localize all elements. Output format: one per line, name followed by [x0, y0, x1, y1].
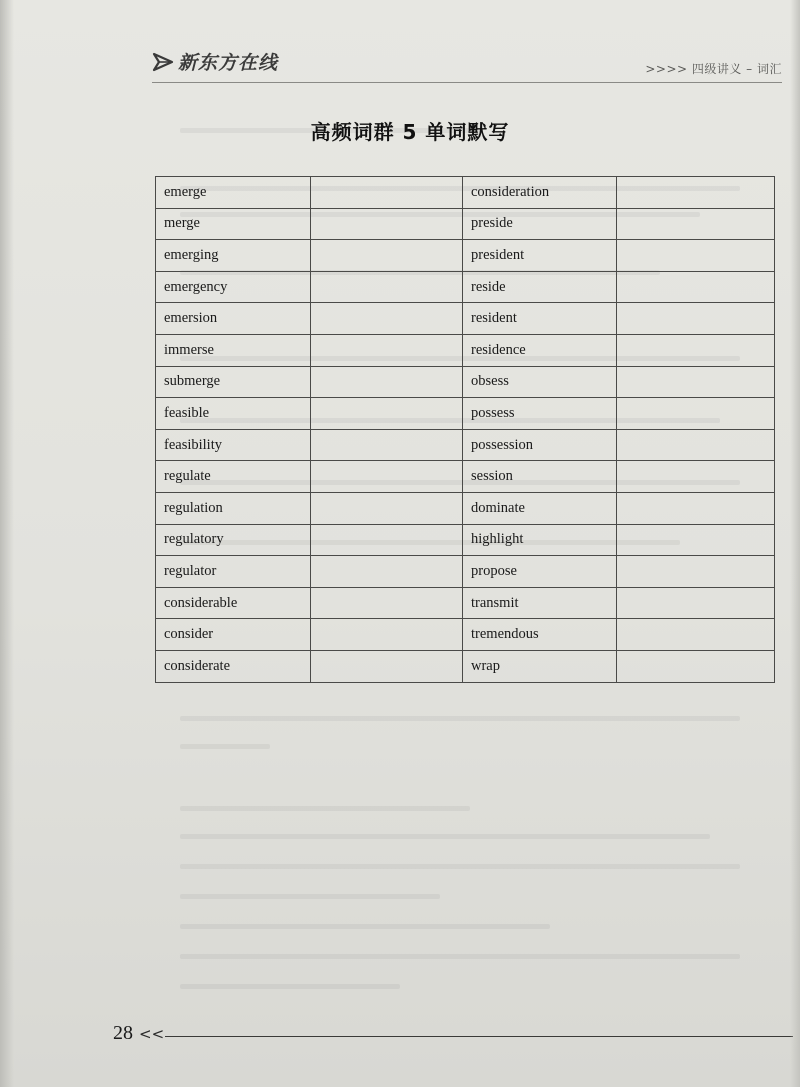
bleed-through-line: [180, 744, 270, 749]
table-row: [156, 461, 775, 493]
answer-blank-cell: [311, 587, 463, 619]
word-cell: merge: [156, 208, 311, 240]
table-row: [156, 524, 775, 556]
answer-blank-cell: [617, 177, 775, 209]
table-row: [156, 208, 775, 240]
word-cell: regulation: [156, 492, 311, 524]
word-cell: preside: [463, 208, 617, 240]
answer-blank-cell: [617, 619, 775, 651]
word-cell: considerate: [156, 650, 311, 682]
bleed-through-line: [180, 806, 470, 811]
answer-blank-cell: [617, 492, 775, 524]
word-cell: feasibility: [156, 429, 311, 461]
page-header: [152, 46, 782, 83]
answer-blank-cell: [617, 429, 775, 461]
word-cell: emerge: [156, 177, 311, 209]
table-row: [156, 492, 775, 524]
bleed-through-line: [180, 716, 740, 721]
section-label: >>>> 四级讲义 – 词汇: [645, 62, 782, 76]
page-arrows: <<: [139, 1025, 165, 1043]
answer-blank-cell: [311, 524, 463, 556]
word-cell: regulatory: [156, 524, 311, 556]
word-cell: feasible: [156, 398, 311, 430]
answer-blank-cell: [311, 303, 463, 335]
word-cell: emerging: [156, 240, 311, 272]
page-footer: [113, 1022, 793, 1050]
word-cell: consider: [156, 619, 311, 651]
answer-blank-cell: [311, 271, 463, 303]
answer-blank-cell: [617, 650, 775, 682]
bleed-through-line: [180, 834, 710, 839]
word-cell: transmit: [463, 587, 617, 619]
bleed-through-line: [180, 954, 740, 959]
answer-blank-cell: [311, 334, 463, 366]
word-cell: residence: [463, 334, 617, 366]
word-cell: resident: [463, 303, 617, 335]
word-cell: president: [463, 240, 617, 272]
answer-blank-cell: [617, 271, 775, 303]
answer-blank-cell: [617, 524, 775, 556]
table-row: [156, 240, 775, 272]
answer-blank-cell: [311, 429, 463, 461]
brand-name: 新东方在线: [178, 52, 279, 74]
answer-blank-cell: [311, 398, 463, 430]
word-cell: possess: [463, 398, 617, 430]
word-cell: immerse: [156, 334, 311, 366]
word-cell: wrap: [463, 650, 617, 682]
table-row: [156, 366, 775, 398]
page-number: 28: [113, 1022, 133, 1044]
answer-blank-cell: [617, 303, 775, 335]
word-cell: highlight: [463, 524, 617, 556]
answer-blank-cell: [311, 492, 463, 524]
word-cell: regulate: [156, 461, 311, 493]
word-cell: emergency: [156, 271, 311, 303]
bleed-through-line: [180, 864, 740, 869]
table-row: [156, 429, 775, 461]
word-cell: dominate: [463, 492, 617, 524]
table-row: [156, 334, 775, 366]
word-cell: obsess: [463, 366, 617, 398]
table-row: [156, 271, 775, 303]
table-row: [156, 619, 775, 651]
answer-blank-cell: [311, 556, 463, 588]
answer-blank-cell: [311, 461, 463, 493]
word-cell: considerable: [156, 587, 311, 619]
answer-blank-cell: [311, 240, 463, 272]
table-row: [156, 650, 775, 682]
table-row: [156, 587, 775, 619]
word-cell: submerge: [156, 366, 311, 398]
answer-blank-cell: [617, 398, 775, 430]
word-cell: consideration: [463, 177, 617, 209]
answer-blank-cell: [617, 587, 775, 619]
page-title: 高频词群 5 单词默写: [310, 120, 510, 144]
vocabulary-table: [155, 176, 775, 683]
brand-mark-icon: [152, 51, 174, 73]
answer-blank-cell: [617, 366, 775, 398]
answer-blank-cell: [617, 461, 775, 493]
answer-blank-cell: [311, 650, 463, 682]
table-row: [156, 303, 775, 335]
footer-rule: [165, 1036, 793, 1037]
answer-blank-cell: [617, 556, 775, 588]
word-cell: possession: [463, 429, 617, 461]
answer-blank-cell: [617, 208, 775, 240]
answer-blank-cell: [617, 240, 775, 272]
answer-blank-cell: [617, 334, 775, 366]
answer-blank-cell: [311, 208, 463, 240]
answer-blank-cell: [311, 177, 463, 209]
answer-blank-cell: [311, 619, 463, 651]
word-cell: reside: [463, 271, 617, 303]
table-row: [156, 556, 775, 588]
word-cell: emersion: [156, 303, 311, 335]
bleed-through-line: [180, 984, 400, 989]
answer-blank-cell: [311, 366, 463, 398]
table-row: [156, 177, 775, 209]
brand-logo: [152, 48, 278, 75]
word-cell: propose: [463, 556, 617, 588]
bleed-through-line: [180, 894, 440, 899]
word-cell: tremendous: [463, 619, 617, 651]
bleed-through-line: [180, 924, 550, 929]
word-cell: session: [463, 461, 617, 493]
vocabulary-table-body: [156, 177, 775, 683]
table-row: [156, 398, 775, 430]
word-cell: regulator: [156, 556, 311, 588]
